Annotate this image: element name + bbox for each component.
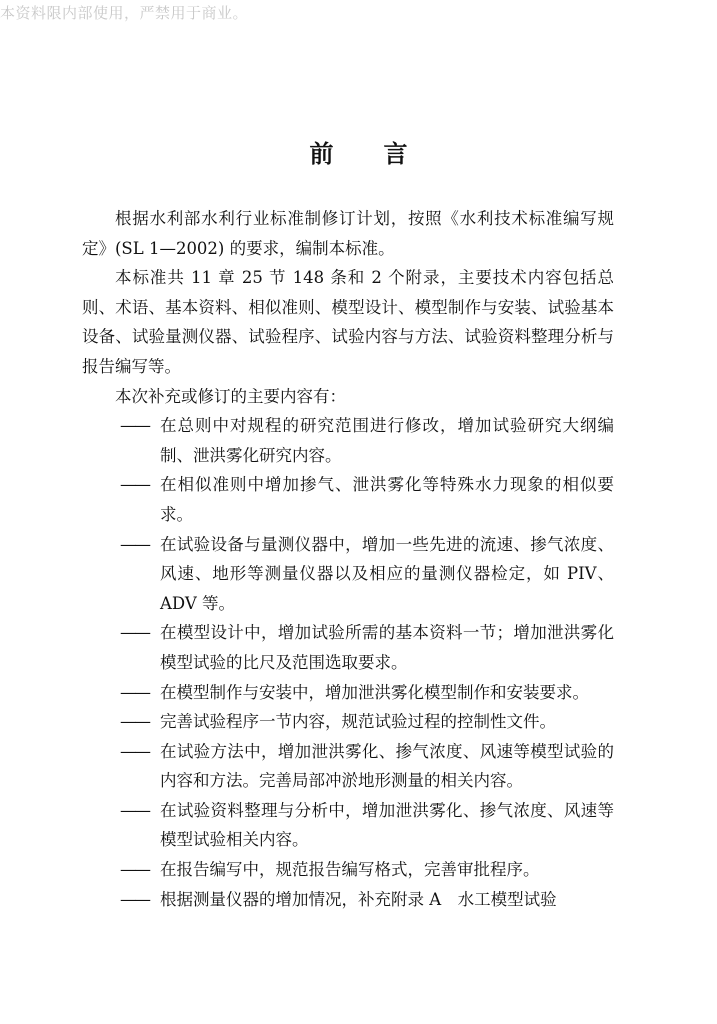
list-item (82, 678, 614, 708)
list-item-text: 根据测量仪器的增加情况，补充附录 A 水工模型试验 (160, 889, 557, 909)
list-item-text: 在模型设计中，增加试验所需的基本资料一节；增加泄洪雾化模型试验的比尺及范围选取要求。 (160, 623, 614, 672)
em-dash: —— (120, 800, 149, 820)
title-char-2: 言 (383, 140, 408, 168)
list-item (82, 707, 614, 737)
page-title (0, 134, 717, 169)
em-dash: —— (120, 416, 149, 436)
list-item (82, 796, 614, 855)
list-item-text: 在试验设备与量测仪器中，增加一些先进的流速、掺气浓度、风速、地形等测量仪器以及相应的量测仪器检定，如 PIV、ADV 等。 (160, 534, 614, 613)
list-item-text: 在总则中对规程的研究范围进行修改，增加试验研究大纲编制、泄洪雾化研究内容。 (160, 416, 614, 465)
list-item (82, 530, 614, 619)
list-item (82, 618, 614, 677)
list-item-text: 在相似准则中增加掺气、泄洪雾化等特殊水力现象的相似要求。 (160, 475, 614, 524)
list-item-text: 在报告编写中，规范报告编写格式，完善审批程序。 (160, 860, 540, 880)
list-item-text: 在模型制作与安装中，增加泄洪雾化模型制作和安装要求。 (160, 682, 589, 702)
em-dash: —— (120, 889, 149, 909)
em-dash: —— (120, 534, 149, 554)
em-dash: —— (120, 475, 149, 495)
em-dash: —— (120, 682, 149, 702)
title-char-1: 前 (309, 140, 334, 168)
preface-body (82, 204, 614, 914)
paragraph-revision-lead: 本次补充或修订的主要内容有： (115, 386, 346, 406)
list-item-text: 在试验方法中，增加泄洪雾化、掺气浓度、风速等模型试验的内容和方法。完善局部冲淤地形测量的相关内容。 (160, 741, 614, 791)
list-item (82, 885, 614, 915)
list-item (82, 855, 614, 885)
paragraph-structure: 本标准共 11 章 25 节 148 条和 2 个附录，主要技术内容包括总则、术语、基本资料、相似准则、模型设计、模型制作与安装、试验基本设备、试验量测仪器、试验程序、试验内容与方法、试验资料整理分析与报告编写等。 (82, 268, 614, 376)
em-dash: —— (120, 712, 149, 732)
list-item (82, 411, 614, 470)
list-item-text: 在试验资料整理与分析中，增加泄洪雾化、掺气浓度、风速等模型试验相关内容。 (160, 800, 614, 850)
list-item (82, 737, 614, 796)
list-item (82, 470, 614, 529)
watermark-text: 本资料限内部使用，严禁用于商业。 (0, 4, 249, 22)
list-item-text: 完善试验程序一节内容，规范试验过程的控制性文件。 (160, 712, 556, 732)
em-dash: —— (120, 623, 149, 643)
em-dash: —— (120, 860, 149, 880)
paragraph-intro: 根据水利部水利行业标准制修订计划，按照《水利技术标准编写规定》(SL 1—2002) 的要求，编制本标准。 (82, 209, 614, 258)
em-dash: —— (120, 741, 149, 761)
